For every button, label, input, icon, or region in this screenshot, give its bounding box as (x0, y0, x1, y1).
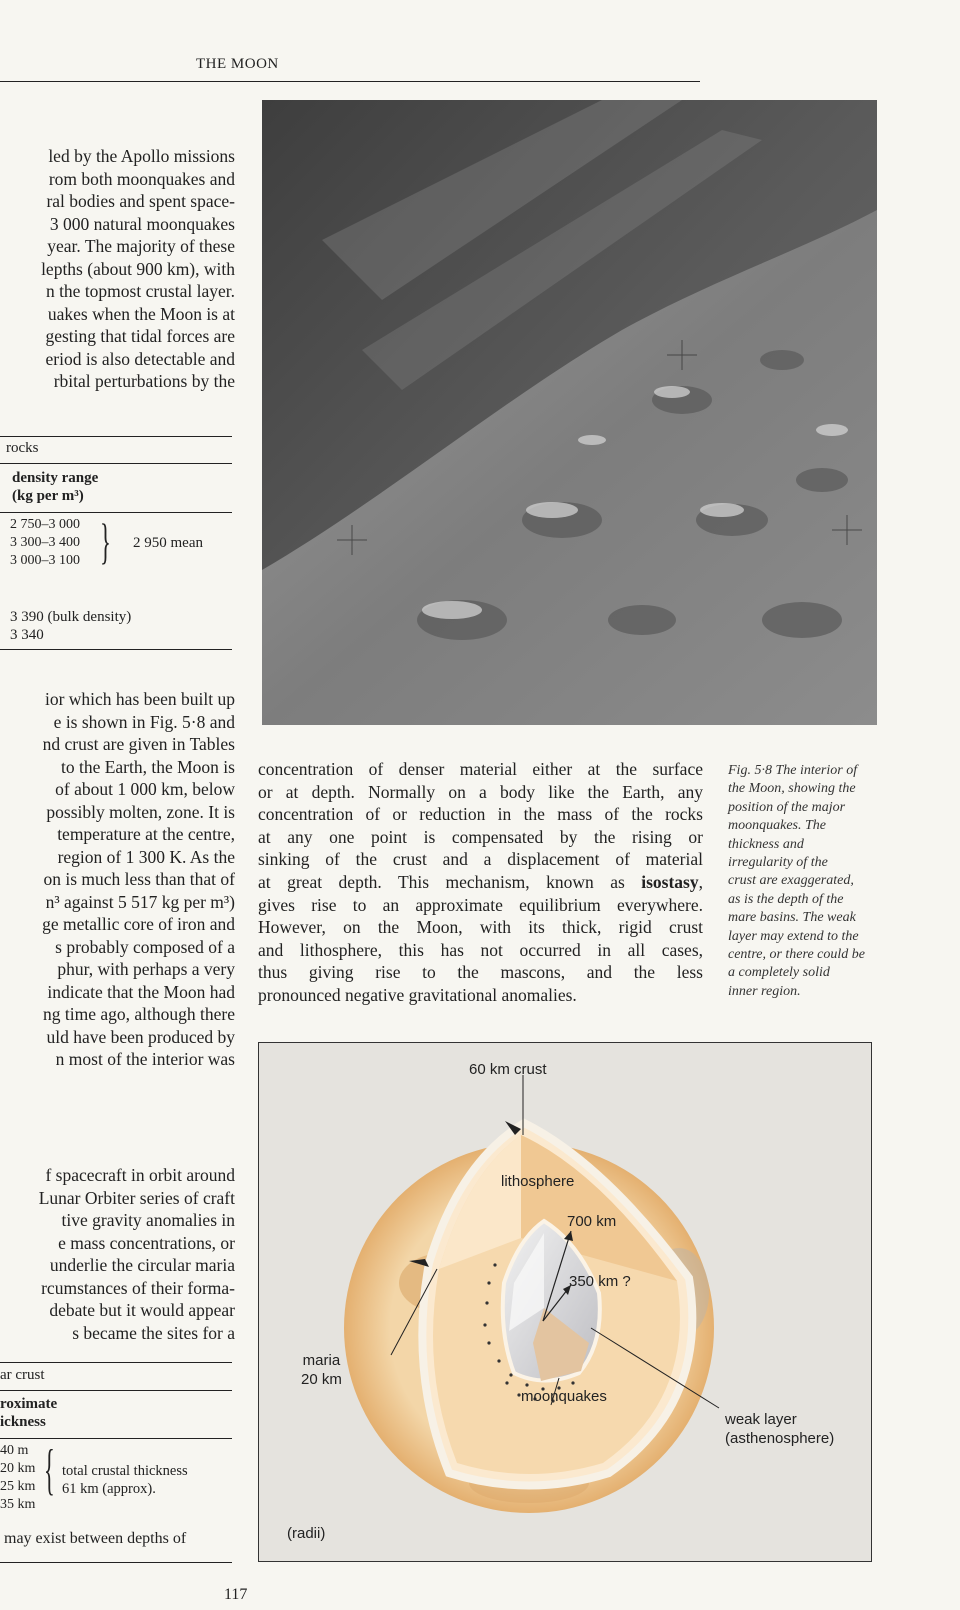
caption-line: irregularity of the (728, 855, 828, 871)
maria-label-line: maria (302, 1352, 341, 1369)
table-cell: 40 m (0, 1443, 29, 1458)
text-run: , (698, 871, 703, 892)
text-line: uakes when the Moon is at (47, 303, 235, 324)
text-line: or at depth. Normally on a body like the Earth, any (258, 781, 703, 802)
table-cell: 20 km (0, 1461, 36, 1476)
brace-icon: } (100, 513, 111, 569)
crust-label: 60 km crust (469, 1061, 547, 1078)
text-line: of about 1 000 km, below (55, 779, 235, 799)
table-cell: 3 390 (bulk density) (10, 609, 132, 625)
text-line: s became the sites for a (72, 1322, 235, 1343)
text-line: concentration of or reduction in the mass of the rocks (258, 804, 703, 825)
page-number: 117 (224, 1586, 248, 1603)
brace-icon: { (44, 1439, 55, 1501)
text-line: n³ against 5 517 kg per m³) (45, 891, 235, 912)
weak-layer-line: weak layer (725, 1411, 797, 1428)
text-line (258, 871, 703, 894)
weak-layer-line: (asthenosphere) (725, 1430, 835, 1447)
text-line: rom both moonquakes and (48, 168, 235, 189)
left-column-low-text (0, 1164, 235, 1344)
caption-line: the Moon, showing the (728, 781, 856, 797)
text-line: region of 1 300 K. As the (57, 846, 235, 867)
text-line: tive gravity anomalies in (61, 1210, 235, 1230)
rock-density-table (0, 436, 232, 651)
table-footer: may exist between depths of (4, 1530, 187, 1547)
table-total (62, 1462, 188, 1498)
table-rule (0, 436, 232, 437)
table-rule (0, 649, 232, 650)
table-extra (10, 608, 131, 644)
table-title: rocks (6, 440, 39, 456)
text-line: gives rise to an approximate equilibrium everywhere. (258, 894, 703, 915)
table-header: ickness (0, 1414, 46, 1430)
text-line: e is shown in Fig. 5·8 and (53, 711, 235, 732)
text-line: possibly molten, zone. It is (46, 801, 235, 822)
moonquakes-label: moonquakes (521, 1388, 607, 1405)
radius-350-label: 350 km ? (569, 1273, 631, 1290)
text-line: ral bodies and spent space- (46, 191, 235, 211)
text-line: year. The majority of these (47, 236, 235, 256)
caption-line: centre, or there could be (728, 947, 865, 963)
text-line: gesting that tidal forces are (45, 326, 235, 346)
table-header: density range (12, 470, 99, 486)
lithosphere-label: lithosphere (501, 1173, 575, 1190)
table-cell: 2 750–3 000 (10, 517, 80, 532)
text-line: and lithosphere, this has not occurred in all cases, (258, 939, 703, 960)
caption-line: thickness and (728, 836, 804, 852)
left-column-top-text (0, 145, 235, 393)
text-line: led by the Apollo missions (48, 146, 235, 166)
text-line: 3 000 natural moonquakes (49, 213, 235, 234)
text-line: indicate that the Moon had (47, 981, 235, 1002)
text-line: concentration of denser material either at the surface (258, 759, 703, 779)
text-line: pronounced negative gravitational anomalies. (258, 984, 577, 1005)
left-column-mid-text (0, 688, 235, 1071)
table-cell: 3 000–3 100 (10, 553, 80, 568)
text-line: lepths (about 900 km), with (41, 258, 235, 279)
table-values (0, 1442, 35, 1514)
caption-line: mare basins. The weak (728, 910, 856, 926)
text-line: ior which has been built up (44, 689, 235, 709)
table-cell: 3 340 (10, 627, 44, 643)
text-line: rbital perturbations by the (53, 371, 235, 391)
caption-line: layer may extend to the (728, 928, 859, 944)
bottom-rule (0, 1562, 232, 1563)
text-line: at any one point is compensated by the rising or (258, 826, 703, 847)
table-rule (0, 1362, 232, 1363)
caption-line: a completely solid (728, 965, 830, 981)
crater-terrain-image (262, 100, 877, 725)
weak-layer-label (725, 1410, 834, 1448)
text-line: phur, with perhaps a very (57, 959, 235, 979)
caption-line: as is the depth of the (728, 891, 844, 907)
text-line: ng time ago, although there (43, 1004, 235, 1024)
text-line: sinking of the crust and a displacement of material (258, 849, 703, 870)
table-title: ar crust (0, 1367, 45, 1383)
keyword-isostasy: isostasy (641, 871, 699, 892)
caption-line: crust are exaggerated, (728, 873, 854, 889)
text-run: at great depth. This mechanism, known as (258, 871, 642, 892)
radii-note: (radii) (287, 1525, 326, 1542)
caption-line: Fig. 5·8 The interior of (728, 763, 858, 778)
text-line: s probably composed of a (55, 936, 235, 957)
maria-label-line: 20 km (301, 1371, 342, 1388)
table-values (10, 516, 80, 570)
text-line: However, on the Moon, with its thick, rigid crust (258, 917, 703, 938)
text-line: thus giving rise to the mascons, and the less (258, 962, 703, 983)
lunar-surface-photo (262, 100, 877, 725)
moon-cutaway-graphic (259, 1043, 870, 1560)
text-line: eriod is also detectable and (45, 348, 235, 369)
table-rule (0, 512, 232, 513)
total-line: 61 km (approx). (62, 1481, 156, 1497)
text-line: underlie the circular maria (49, 1255, 235, 1275)
text-line: n the topmost crustal layer. (45, 281, 235, 301)
text-line: Lunar Orbiter series of craft (38, 1187, 235, 1208)
figure-caption (728, 762, 896, 1001)
caption-line: moonquakes. The (728, 818, 826, 834)
moon-interior-diagram (258, 1042, 872, 1562)
table-rule (0, 463, 232, 464)
table-header: (kg per m³) (12, 488, 84, 504)
text-line: nd crust are given in Tables (42, 734, 235, 754)
table-mean: 2 950 mean (133, 535, 203, 551)
body-text-middle (258, 758, 703, 1007)
text-line: e mass concentrations, or (58, 1232, 235, 1253)
crust-thickness-table (0, 1362, 232, 1562)
text-line: to the Earth, the Moon is (60, 756, 235, 777)
header-rule (0, 81, 700, 82)
caption-line: position of the major (728, 799, 846, 815)
text-line: n most of the interior was (55, 1049, 235, 1069)
table-cell: 35 km (0, 1497, 36, 1512)
table-cell: 3 300–3 400 (10, 535, 80, 550)
running-header: THE MOON (196, 56, 279, 72)
text-line: uld have been produced by (46, 1026, 235, 1047)
text-line: rcumstances of their forma- (41, 1277, 235, 1298)
text-line: ge metallic core of iron and (42, 914, 235, 934)
table-rule (0, 1390, 232, 1391)
radius-700-label: 700 km (567, 1213, 617, 1230)
table-cell: 25 km (0, 1479, 36, 1494)
text-line: f spacecraft in orbit around (45, 1165, 235, 1185)
maria-label (301, 1351, 342, 1389)
caption-line: inner region. (728, 983, 801, 999)
table-rule (0, 1438, 232, 1439)
text-line: temperature at the centre, (57, 824, 235, 844)
text-line: debate but it would appear (49, 1300, 235, 1320)
table-header: roximate (0, 1396, 58, 1412)
total-line: total crustal thickness (62, 1463, 188, 1479)
text-line: on is much less than that of (43, 869, 235, 889)
